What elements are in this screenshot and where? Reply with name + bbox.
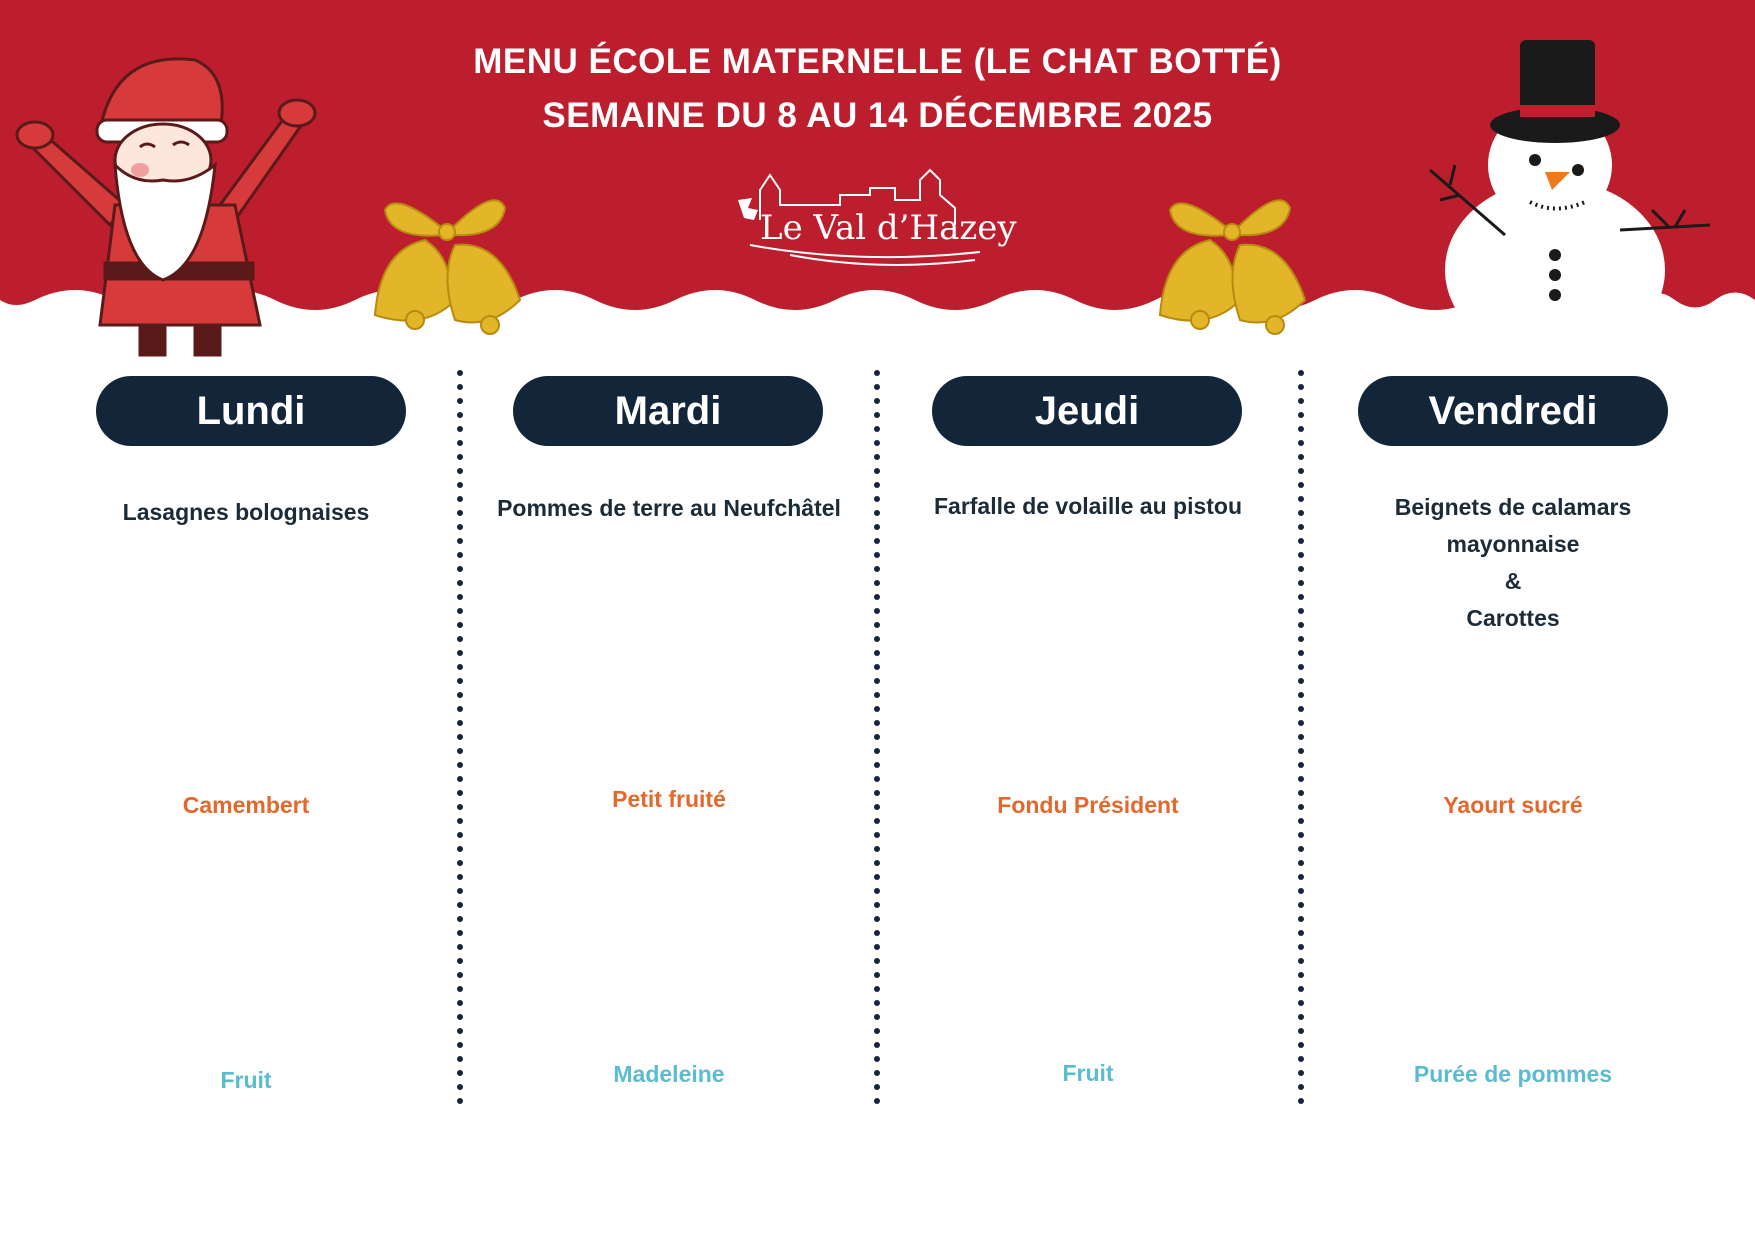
main-dish-line: Pommes de terre au Neufchâtel <box>497 495 841 521</box>
bell-clapper <box>406 311 424 329</box>
column-separator <box>873 370 881 1115</box>
bell-bow-knot <box>439 224 455 240</box>
main-dish-line: mayonnaise <box>1446 531 1580 557</box>
main-dish-jeudi <box>888 488 1288 525</box>
snowman-button <box>1549 269 1561 281</box>
dessert-mardi: Madeleine <box>613 1061 725 1087</box>
dessert-lundi: Fruit <box>220 1067 272 1093</box>
main-dish-lundi <box>46 494 446 531</box>
santa-left-boot <box>140 325 165 355</box>
snowman-eye <box>1529 154 1541 166</box>
santa-claus-icon <box>5 35 325 360</box>
snowman-button <box>1549 249 1561 261</box>
bell-bow-knot <box>1224 224 1240 240</box>
santa-right-boot <box>195 325 220 355</box>
bell-clapper <box>481 316 499 334</box>
dairy-lundi: Camembert <box>182 792 310 818</box>
main-dish-mardi <box>469 490 869 527</box>
santa-right-glove <box>279 100 315 126</box>
day-header-jeudi: Jeudi <box>932 376 1242 446</box>
bell-clapper <box>1191 311 1209 329</box>
main-dish-vendredi <box>1313 489 1713 637</box>
christmas-bells-icon <box>355 180 540 350</box>
main-dish-line: Lasagnes bolognaises <box>122 499 370 525</box>
snowman-hat-band <box>1520 105 1595 117</box>
dessert-jeudi: Fruit <box>1062 1060 1114 1086</box>
day-header-mardi: Mardi <box>513 376 823 446</box>
snowman-button <box>1549 289 1561 301</box>
day-header-lundi: Lundi <box>96 376 406 446</box>
main-dish-line: Farfalle de volaille au pistou <box>933 493 1243 519</box>
santa-left-glove <box>17 122 53 148</box>
main-dish-line: & <box>1504 568 1522 594</box>
bell-bow-left <box>385 203 445 235</box>
dairy-jeudi: Fondu Président <box>997 792 1179 818</box>
bell-clapper <box>1266 316 1284 334</box>
main-dish-line: Carottes <box>1466 605 1560 631</box>
dairy-vendredi: Yaourt sucré <box>1443 792 1583 818</box>
day-header-vendredi: Vendredi <box>1358 376 1668 446</box>
logo-text: Le Val d’Hazey <box>760 208 1017 248</box>
bell-bow-left <box>1170 203 1230 235</box>
snowman-eye <box>1572 164 1584 176</box>
bell-left <box>1160 240 1236 321</box>
main-dish-line: Beignets de calamars <box>1394 494 1632 520</box>
bell-bow-right <box>450 200 505 235</box>
santa-left-arm <box>30 135 125 225</box>
bell-left <box>375 240 451 321</box>
menu-week-subtitle: SEMAINE DU 8 AU 14 DÉCEMBRE 2025 <box>542 96 1213 135</box>
rooster-glyph <box>738 198 758 220</box>
snowman-icon <box>1420 30 1720 330</box>
bell-right <box>448 245 521 323</box>
bell-right <box>1233 245 1306 323</box>
santa-cheek <box>131 163 149 177</box>
bell-bow-right <box>1235 200 1290 235</box>
column-separator <box>456 370 464 1115</box>
christmas-bells-icon <box>1140 180 1325 350</box>
menu-title: MENU ÉCOLE MATERNELLE (LE CHAT BOTTÉ) <box>473 42 1282 81</box>
dessert-vendredi: Purée de pommes <box>1413 1061 1613 1087</box>
dairy-mardi: Petit fruité <box>612 786 726 812</box>
column-separator <box>1297 370 1305 1115</box>
